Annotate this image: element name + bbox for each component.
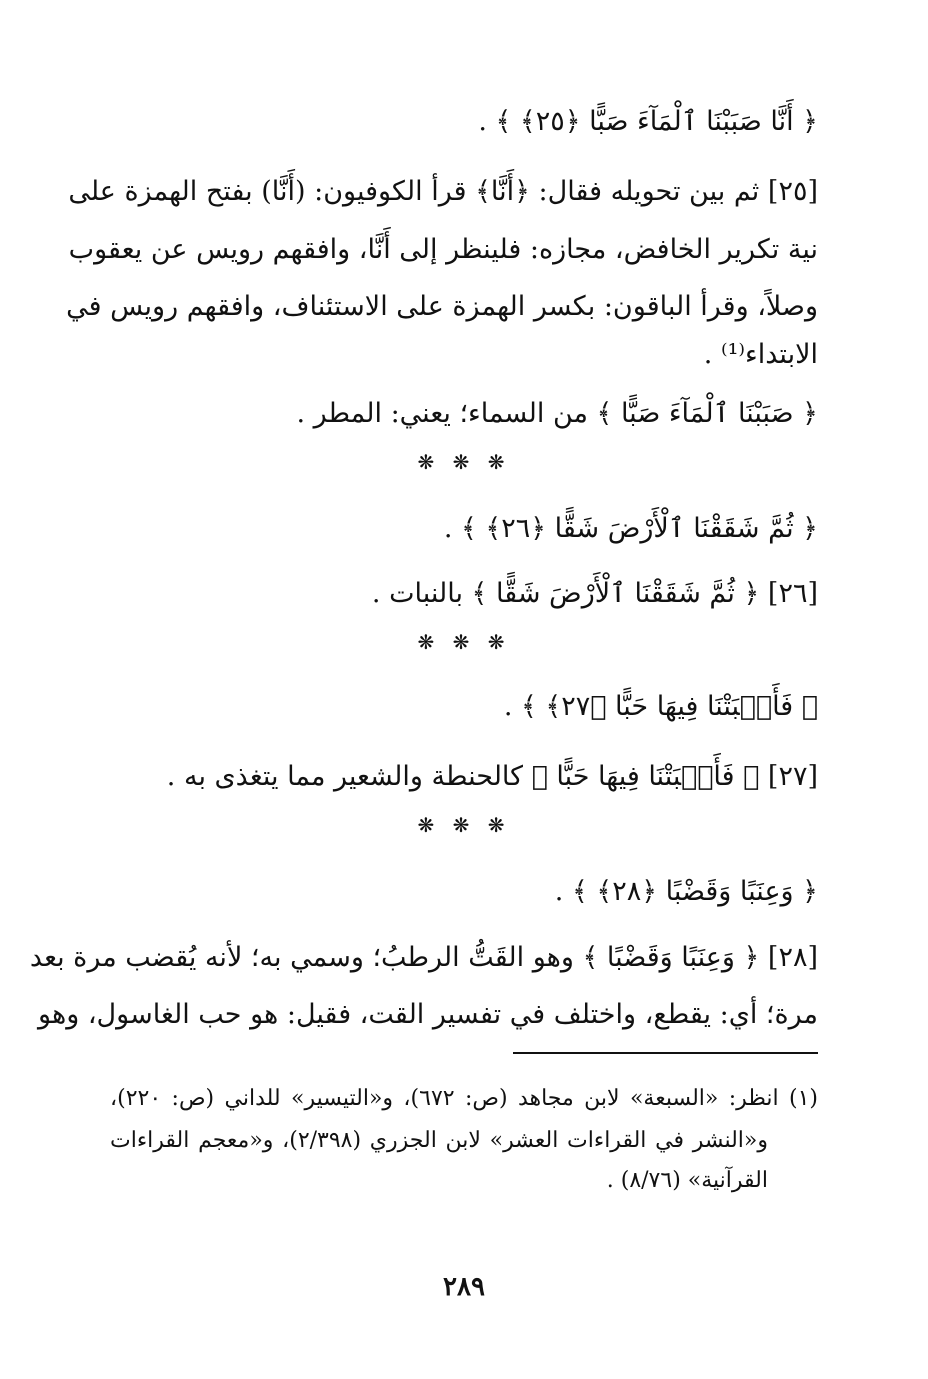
commentary-28-line-1: [٢٨] ﴿ وَعِنَبًا وَقَضْبًا ﴾ وهو القَتُّ الرطبُ؛ وسمي به؛ لأنه يُقضب مرة بعد xyxy=(29,942,818,973)
commentary-25-line-1: [٢٥] ثم بين تحويله فقال: ﴿أَنَّا﴾ قرأ الكوفيون: (أَنَّا) بفتح الهمزة على xyxy=(68,176,818,207)
footnote-line-1: (١) انظر: «السبعة» لابن مجاهد (ص: ٦٧٢)، و«التيسير» للداني (ص: ٢٢٠)، xyxy=(110,1086,818,1111)
commentary-25-line-2: نية تكرير الخافض، مجازه: فلينظر إلى أَنَّا، وافقهم رويس عن يعقوب xyxy=(68,234,818,265)
page-number: ٢٨٩ xyxy=(443,1272,485,1302)
footnote-line-2: و«النشر في القراءات العشر» لابن الجزري (٢/٣٩٨)، و«معجم القراءات xyxy=(110,1128,768,1153)
verse-26: ﴿ ثُمَّ شَقَقْنَا ٱلْأَرْضَ شَقًّا ﴿٢٦﴾ ﴾ . xyxy=(443,513,818,544)
commentary-28-line-2: مرة؛ أي: يقطع، واختلف في تفسير القت، فقيل: هو حب الغاسول، وهو xyxy=(38,999,818,1030)
section-separator: ❋ ❋ ❋ xyxy=(417,450,511,474)
section-separator: ❋ ❋ ❋ xyxy=(417,813,511,837)
verse-27: ﴿ فَأَنۢبَتْنَا فِيهَا حَبًّا ﴿٢٧﴾ ﴾ . xyxy=(503,691,818,722)
commentary-25-line-3: وصلاً، وقرأ الباقون: بكسر الهمزة على الاستئناف، وافقهم رويس في xyxy=(66,291,818,322)
commentary-27-line-1: [٢٧] ﴿ فَأَنۢبَتْنَا فِيهَا حَبًّا ﴾ كالحنطة والشعير مما يتغذى به . xyxy=(166,761,818,792)
verse-28: ﴿ وَعِنَبًا وَقَضْبًا ﴿٢٨﴾ ﴾ . xyxy=(554,876,818,907)
footnote-line-3: القرآنية» (٨/٧٦) . xyxy=(606,1168,768,1193)
footnote-rule xyxy=(513,1052,818,1054)
commentary-26-line-1: [٢٦] ﴿ ثُمَّ شَقَقْنَا ٱلْأَرْضَ شَقًّا ﴾ بالنبات . xyxy=(371,578,818,609)
commentary-25-line-5: ﴿ صَبَبْنَا ٱلْمَآءَ صَبًّا ﴾ من السماء؛ يعني: المطر . xyxy=(296,398,818,429)
section-separator: ❋ ❋ ❋ xyxy=(417,630,511,654)
commentary-25-line-4: الابتداء⁽¹⁾ . xyxy=(703,339,818,370)
verse-25: ﴿ أَنَّا صَبَبْنَا ٱلْمَآءَ صَبًّا ﴿٢٥﴾ ﴾ . xyxy=(478,106,818,137)
